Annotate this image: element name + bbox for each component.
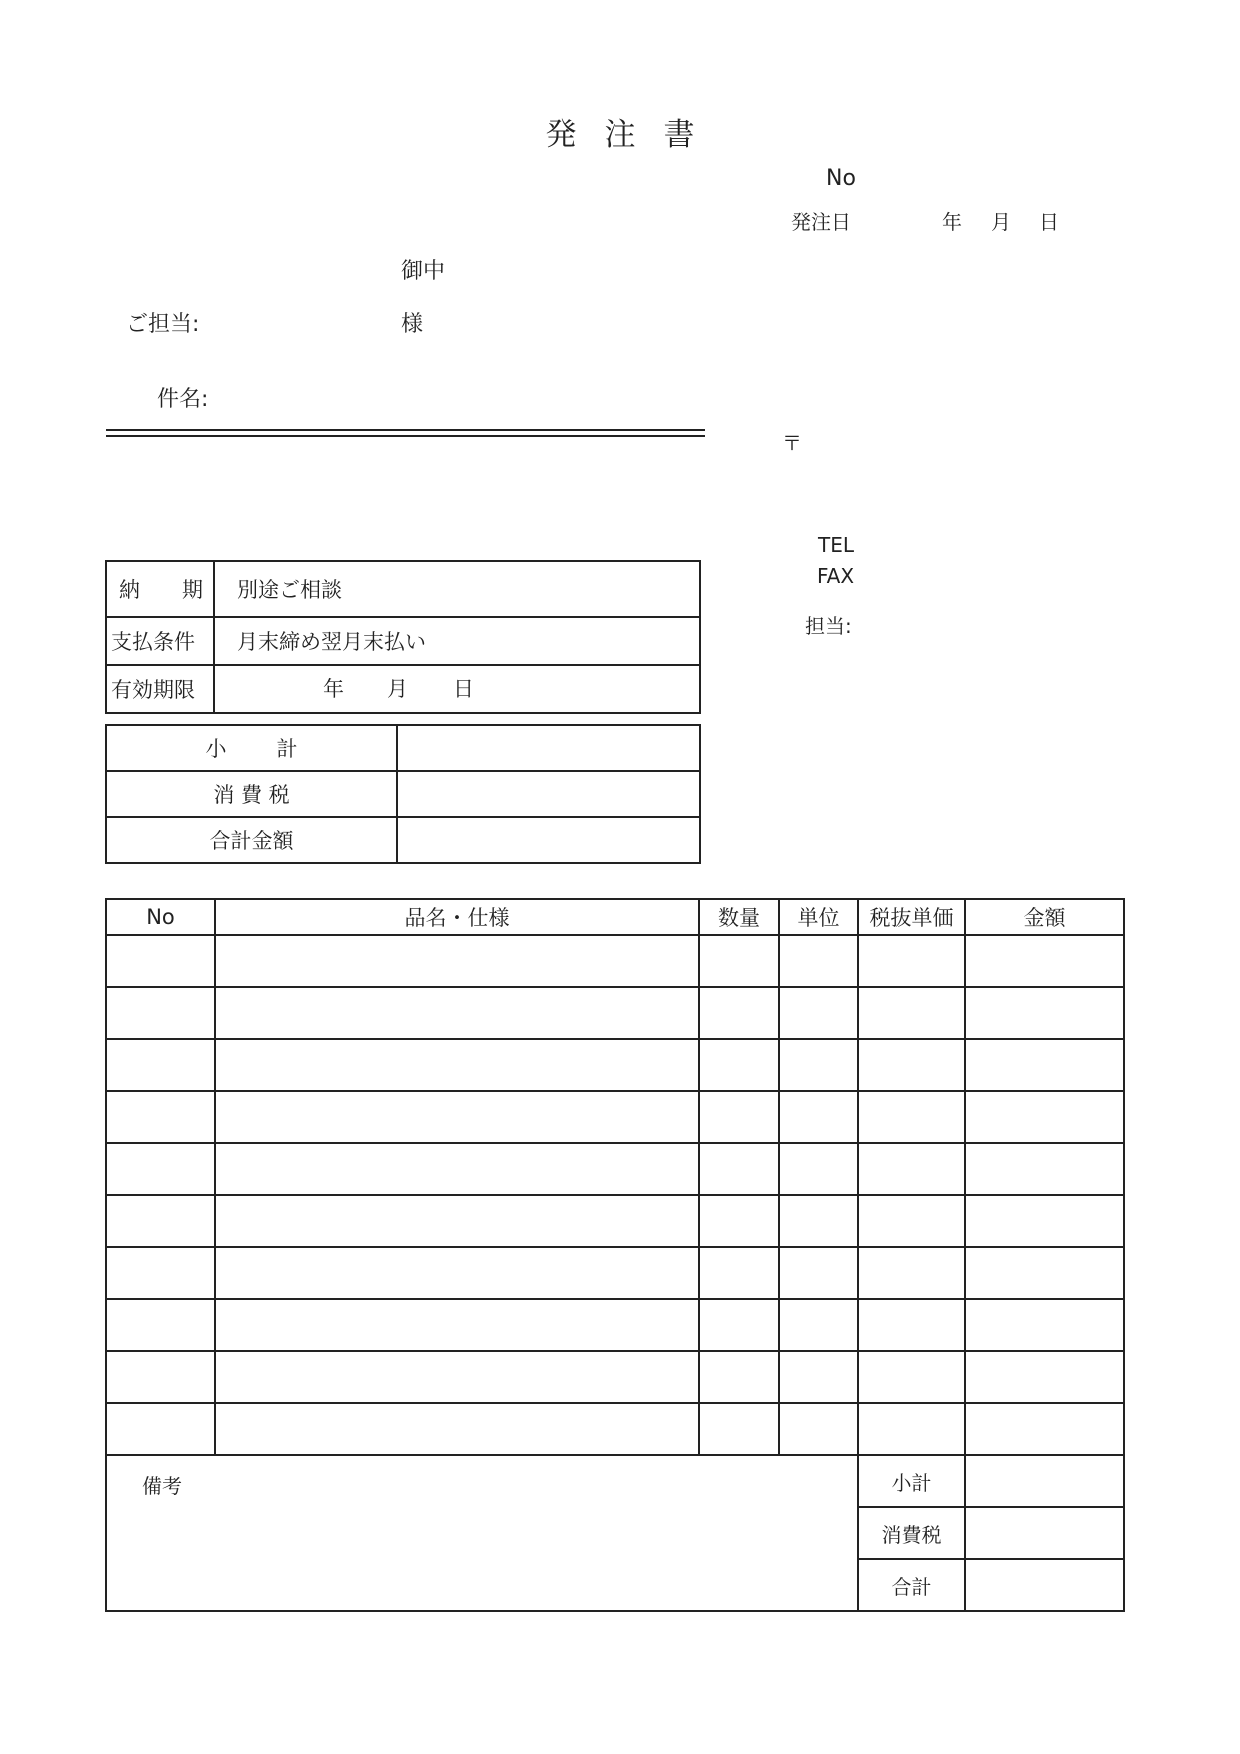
footer-subtotal-value (965, 1455, 1124, 1507)
delivery-value: 別途ご相談 (214, 561, 700, 617)
summary-tax-value (397, 771, 700, 817)
summary-subtotal-char-2: 計 (276, 737, 298, 761)
order-date-label: 発注日 (791, 210, 851, 234)
footer-subtotal-row (106, 1455, 1124, 1507)
table-row (106, 1143, 1124, 1195)
summary-subtotal-char-1: 小 (205, 737, 227, 761)
summary-total-label: 合計金額 (106, 817, 397, 863)
summary-tax-label: 消 費 税 (106, 771, 397, 817)
table-row (106, 1195, 1124, 1247)
footer-subtotal-label: 小計 (858, 1455, 965, 1507)
col-header-item-name: 品名・仕様 (215, 899, 699, 935)
delivery-row (106, 561, 700, 617)
payment-row (106, 617, 700, 665)
summary-total-row (106, 817, 700, 863)
payment-value: 月末締め翌月末払い (214, 617, 700, 665)
validity-year: 年 (323, 677, 344, 701)
title-char-3: 書 (663, 117, 695, 153)
title-char-1: 発 (545, 117, 577, 153)
validity-label: 有効期限 (106, 665, 214, 713)
validity-row (106, 665, 700, 713)
col-header-unit: 単位 (779, 899, 858, 935)
title-char-2: 注 (604, 117, 636, 153)
summary-subtotal-label (106, 725, 397, 771)
table-row (106, 1039, 1124, 1091)
items-table (105, 898, 1125, 1612)
payment-label: 支払条件 (106, 617, 214, 665)
fax-label: FAX (817, 564, 855, 588)
summary-total-value (397, 817, 700, 863)
col-header-no: No (106, 899, 215, 935)
tel-label: TEL (818, 533, 854, 557)
delivery-label-char-1: 納 (119, 578, 140, 602)
col-header-quantity: 数量 (699, 899, 779, 935)
table-row (106, 1351, 1124, 1403)
summary-subtotal-row (106, 725, 700, 771)
footer-total-value (965, 1559, 1124, 1611)
table-row (106, 987, 1124, 1039)
footer-tax-label: 消費税 (858, 1507, 965, 1559)
validity-day: 日 (453, 677, 474, 701)
table-row (106, 1091, 1124, 1143)
footer-total-label: 合計 (858, 1559, 965, 1611)
table-row (106, 1299, 1124, 1351)
order-number-label: No (826, 166, 856, 191)
items-header-row (106, 899, 1124, 935)
contact-label: ご担当: (126, 312, 200, 337)
delivery-label-char-2: 期 (182, 578, 203, 602)
table-row (106, 935, 1124, 987)
delivery-label (106, 561, 214, 617)
order-date-year: 年 (942, 210, 962, 234)
onchu-label: 御中 (401, 259, 446, 284)
subject-underline-bottom (106, 435, 705, 437)
table-row (106, 1403, 1124, 1455)
remarks-cell (106, 1455, 858, 1611)
staff-label: 担当: (805, 614, 852, 638)
order-date-month: 月 (991, 210, 1011, 234)
footer-tax-value (965, 1507, 1124, 1559)
postal-mark: 〒 (782, 431, 802, 455)
summary-subtotal-value (397, 725, 700, 771)
sama-label: 様 (401, 312, 424, 337)
validity-value (214, 665, 700, 713)
summary-table (105, 724, 701, 864)
table-row (106, 1247, 1124, 1299)
col-header-unit-price: 税抜単価 (858, 899, 965, 935)
validity-month: 月 (387, 677, 408, 701)
page-title (0, 117, 1240, 153)
col-header-amount: 金額 (965, 899, 1124, 935)
subject-label: 件名: (157, 387, 209, 412)
terms-table (105, 560, 701, 714)
order-date-day: 日 (1039, 210, 1059, 234)
subject-underline-top (106, 429, 705, 431)
remarks-label: 備考 (142, 1474, 182, 1498)
summary-tax-row (106, 771, 700, 817)
